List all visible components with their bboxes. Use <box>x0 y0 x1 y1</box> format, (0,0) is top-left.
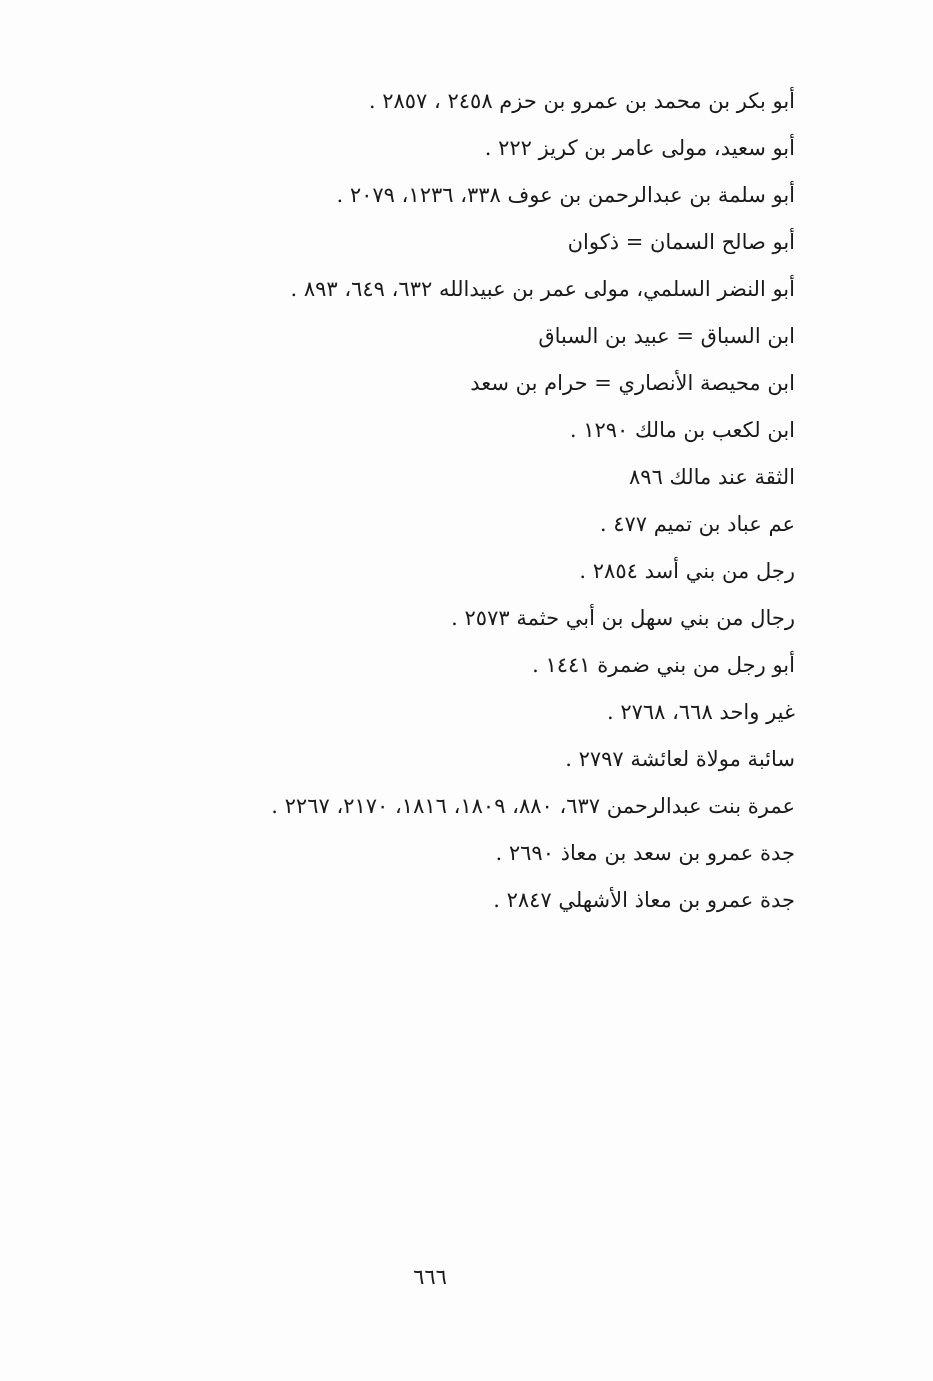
page-number: ٦٦٦ <box>413 1265 447 1289</box>
index-entry: سائبة مولاة لعائشة ٢٧٩٧ . <box>565 747 795 771</box>
index-entry: أبو بكر بن محمد بن عمرو بن حزم ٢٤٥٨ ، ٢٨٥٧ . <box>368 89 795 113</box>
index-entry: رجل من بني أسد ٢٨٥٤ . <box>579 559 795 583</box>
index-entry: أبو النضر السلمي، مولى عمر بن عبيدالله ٦٣٢، ٦٤٩، ٨٩٣ . <box>290 277 795 301</box>
index-entry: جدة عمرو بن معاذ الأشهلي ٢٨٤٧ . <box>493 888 795 912</box>
index-entry-list <box>95 78 795 924</box>
index-entry: رجال من بني سهل بن أبي حثمة ٢٥٧٣ . <box>451 606 795 630</box>
index-entry: ابن محيصة الأنصاري = حرام بن سعد <box>470 371 795 395</box>
index-entry: عم عباد بن تميم ٤٧٧ . <box>599 512 795 536</box>
index-entry: أبو سلمة بن عبدالرحمن بن عوف ٣٣٨، ١٢٣٦، ٢٠٧٩ . <box>336 183 795 207</box>
index-entry: عمرة بنت عبدالرحمن ٦٣٧، ٨٨٠، ١٨٠٩، ١٨١٦، ٢١٧٠، ٢٢٦٧ . <box>271 794 795 818</box>
index-entry: غير واحد ٦٦٨، ٢٧٦٨ . <box>606 700 795 724</box>
index-entry: أبو رجل من بني ضمرة ١٤٤١ . <box>532 653 795 677</box>
index-entry: أبو صالح السمان = ذكوان <box>567 230 795 254</box>
index-entry: جدة عمرو بن سعد بن معاذ ٢٦٩٠ . <box>495 841 795 865</box>
index-entry: ابن لكعب بن مالك ١٢٩٠ . <box>569 418 795 442</box>
index-entry: ابن السباق = عبيد بن السباق <box>538 324 795 348</box>
index-entry: الثقة عند مالك ٨٩٦ <box>629 465 795 489</box>
index-entry: أبو سعيد، مولى عامر بن كريز ٢٢٢ . <box>484 136 795 160</box>
